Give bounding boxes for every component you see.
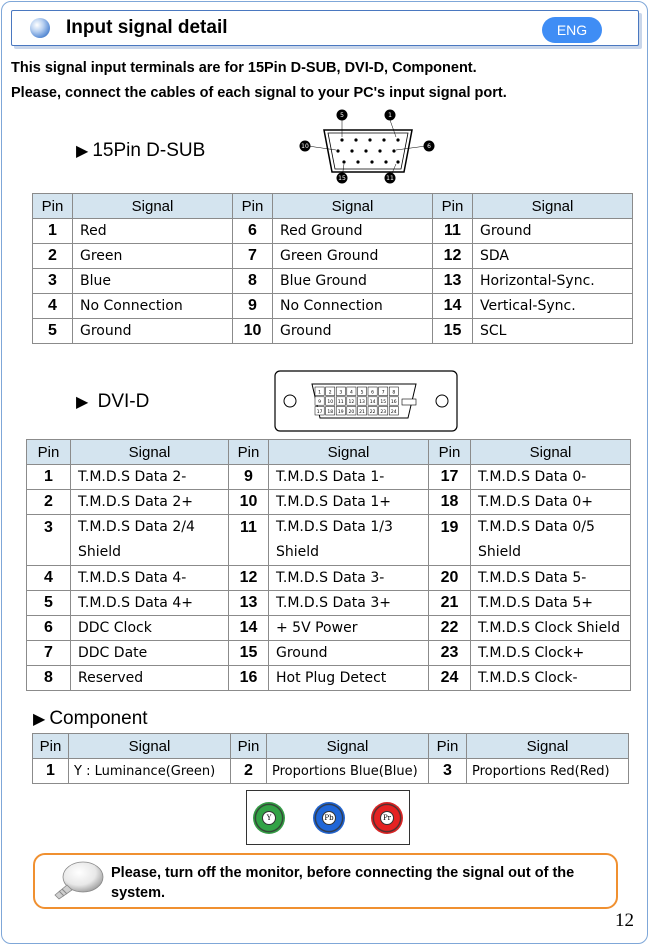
dvi-pin-number: 8 [392, 390, 396, 396]
signal-cell: T.M.D.S Data 3- [269, 566, 429, 591]
pin-number-cell: 15 [433, 319, 473, 344]
signal-cell: Green Ground [273, 244, 433, 269]
pin-header: Pin [433, 194, 473, 219]
signal-cell: T.M.D.S Clock+ [471, 641, 631, 666]
pin-header: Pin [33, 734, 69, 759]
pin-number-cell: 13 [229, 591, 269, 616]
y-jack-icon: Y [253, 802, 285, 834]
pin-number-cell: 21 [429, 591, 471, 616]
pin-number-cell: 4 [33, 294, 73, 319]
pin-number-cell: 12 [433, 244, 473, 269]
signal-cell: Green [73, 244, 233, 269]
signal-cell: Red [73, 219, 233, 244]
pin-number-cell: 4 [27, 566, 71, 591]
table-header-row [33, 734, 629, 759]
signal-cell: T.M.D.S Data 4+ [71, 591, 229, 616]
triangle-bullet-icon: ▶ [76, 143, 89, 160]
table-row [27, 641, 631, 666]
table-row [33, 294, 633, 319]
dsub-label-5: 5 [340, 112, 344, 119]
triangle-bullet-icon: ▶ [76, 394, 89, 411]
pin-number-cell: 7 [233, 244, 273, 269]
component-section-title: ▶ Component [33, 708, 148, 729]
signal-cell: T.M.D.S Data 3+ [269, 591, 429, 616]
signal-cell: T.M.D.S Data 1/3 Shield [269, 515, 429, 566]
signal-cell: Red Ground [273, 219, 433, 244]
dsub-pin-table [32, 193, 633, 344]
dsub-label-10: 10 [301, 143, 309, 150]
dvi-pin-table [26, 439, 631, 691]
pin-number-cell: 5 [33, 319, 73, 344]
signal-cell: T.M.D.S Data 1- [269, 465, 429, 490]
pin-number-cell: 6 [233, 219, 273, 244]
pin-number-cell: 6 [27, 616, 71, 641]
dvi-connector-diagram [274, 370, 458, 432]
table-header-row [33, 194, 633, 219]
pin-number-cell: 15 [229, 641, 269, 666]
component-jack-panel [246, 790, 410, 845]
pin-header: Pin [429, 734, 467, 759]
table-row [27, 515, 631, 566]
pin-number-cell: 13 [433, 269, 473, 294]
signal-cell: Proportions Blue(Blue) [267, 759, 429, 784]
pin-number-cell: 12 [229, 566, 269, 591]
signal-header: Signal [473, 194, 633, 219]
bullet-ball-icon [30, 18, 50, 38]
pin-header: Pin [231, 734, 267, 759]
table-row [27, 616, 631, 641]
dvi-pin-number: 7 [381, 390, 385, 396]
pin-number-cell: 1 [33, 759, 69, 784]
signal-header: Signal [69, 734, 231, 759]
pin-number-cell: 18 [429, 490, 471, 515]
signal-cell: T.M.D.S Data 2+ [71, 490, 229, 515]
table-row [27, 490, 631, 515]
pin-number-cell: 10 [229, 490, 269, 515]
pin-number-cell: 20 [429, 566, 471, 591]
table-row [33, 219, 633, 244]
warning-note [33, 853, 618, 909]
warning-note-text: Please, turn off the monitor, before connecting the signal out of the system. [111, 865, 575, 901]
dvi-pin-number: 22 [369, 409, 376, 415]
signal-cell: T.M.D.S Data 5+ [471, 591, 631, 616]
dvi-pin-number: 2 [328, 390, 332, 396]
signal-cell: T.M.D.S Data 0+ [471, 490, 631, 515]
pin-number-cell: 2 [33, 244, 73, 269]
dvi-pin-number: 18 [327, 409, 334, 415]
signal-header: Signal [73, 194, 233, 219]
pr-jack-icon: Pr [371, 802, 403, 834]
dsub-label-1: 1 [388, 112, 392, 119]
table-row [33, 244, 633, 269]
signal-cell: T.M.D.S Data 0- [471, 465, 631, 490]
signal-cell: Blue [73, 269, 233, 294]
pin-number-cell: 22 [429, 616, 471, 641]
table-row [27, 591, 631, 616]
signal-cell: Y : Luminance(Green) [69, 759, 231, 784]
signal-cell: Reserved [71, 666, 229, 691]
pin-number-cell: 9 [233, 294, 273, 319]
signal-cell: T.M.D.S Data 2/4 Shield [71, 515, 229, 566]
signal-header: Signal [273, 194, 433, 219]
signal-header: Signal [267, 734, 429, 759]
table-row [27, 566, 631, 591]
signal-cell: T.M.D.S Data 0/5 Shield [471, 515, 631, 566]
pin-number-cell: 8 [233, 269, 273, 294]
dsub-label-6: 6 [427, 143, 431, 150]
dvi-pin-number: 4 [349, 390, 353, 396]
dvi-pin-number: 19 [337, 409, 344, 415]
pin-number-cell: 1 [27, 465, 71, 490]
pin-header: Pin [233, 194, 273, 219]
dvi-pin-number: 3 [339, 390, 343, 396]
dsub-connector-diagram [298, 108, 436, 184]
dvi-pin-number: 14 [369, 400, 376, 406]
component-pin-table [32, 733, 629, 784]
pin-header: Pin [27, 440, 71, 465]
header-bar [11, 10, 639, 46]
pin-number-cell: 1 [33, 219, 73, 244]
table-row [27, 666, 631, 691]
pin-number-cell: 3 [429, 759, 467, 784]
signal-cell: T.M.D.S Clock Shield [471, 616, 631, 641]
pin-number-cell: 23 [429, 641, 471, 666]
dvi-pin-number: 13 [359, 400, 365, 406]
table-header-row [27, 440, 631, 465]
pin-header: Pin [33, 194, 73, 219]
dvi-pin-number: 15 [380, 400, 387, 406]
pin-number-cell: 11 [433, 219, 473, 244]
dvi-pin-number: 6 [371, 390, 375, 396]
signal-cell: Horizontal-Sync. [473, 269, 633, 294]
dvi-pin-number: 20 [348, 409, 355, 415]
signal-cell: No Connection [273, 294, 433, 319]
signal-cell: SDA [473, 244, 633, 269]
dvi-pin-number: 5 [360, 390, 364, 396]
pin-number-cell: 7 [27, 641, 71, 666]
table-row [27, 465, 631, 490]
intro-line-1: This signal input terminals are for 15Pin D-SUB, DVI-D, Component. [11, 60, 477, 76]
signal-cell: Hot Plug Detect [269, 666, 429, 691]
signal-cell: Vertical-Sync. [473, 294, 633, 319]
signal-cell: SCL [473, 319, 633, 344]
pin-number-cell: 9 [229, 465, 269, 490]
pin-number-cell: 24 [429, 666, 471, 691]
pin-number-cell: 14 [433, 294, 473, 319]
pin-number-cell: 16 [229, 666, 269, 691]
table-row [33, 759, 629, 784]
pin-number-cell: 14 [229, 616, 269, 641]
triangle-bullet-icon: ▶ [33, 711, 46, 728]
dvi-pin-number: 10 [327, 400, 334, 406]
pin-number-cell: 10 [233, 319, 273, 344]
signal-cell: + 5V Power [269, 616, 429, 641]
signal-cell: T.M.D.S Data 4- [71, 566, 229, 591]
pin-header: Pin [229, 440, 269, 465]
signal-cell: No Connection [73, 294, 233, 319]
pin-number-cell: 3 [33, 269, 73, 294]
signal-header: Signal [467, 734, 629, 759]
pin-number-cell: 11 [229, 515, 269, 566]
intro-line-2: Please, connect the cables of each signal to your PC's input signal port. [11, 85, 507, 101]
dvi-section-title: ▶ DVI-D [76, 391, 150, 412]
signal-cell: T.M.D.S Data 5- [471, 566, 631, 591]
page-title: Input signal detail [66, 17, 228, 38]
signal-header: Signal [471, 440, 631, 465]
pin-number-cell: 2 [231, 759, 267, 784]
pin-number-cell: 19 [429, 515, 471, 566]
pin-number-cell: 3 [27, 515, 71, 566]
dvi-pin-number: 9 [318, 400, 322, 406]
signal-cell: Proportions Red(Red) [467, 759, 629, 784]
pb-jack-icon: Pb [313, 802, 345, 834]
dsub-label-15: 15 [338, 175, 346, 182]
dvi-pin-number: 11 [337, 400, 344, 406]
language-badge: ENG [542, 17, 602, 43]
signal-cell: T.M.D.S Data 2- [71, 465, 229, 490]
dvi-pin-number: 24 [390, 409, 397, 415]
table-row [33, 319, 633, 344]
signal-header: Signal [269, 440, 429, 465]
signal-cell: Ground [273, 319, 433, 344]
dvi-pin-number: 12 [348, 400, 355, 406]
pin-header: Pin [429, 440, 471, 465]
signal-cell: Ground [269, 641, 429, 666]
signal-cell: Ground [73, 319, 233, 344]
signal-cell: Blue Ground [273, 269, 433, 294]
signal-cell: DDC Date [71, 641, 229, 666]
signal-header: Signal [71, 440, 229, 465]
signal-cell: T.M.D.S Data 1+ [269, 490, 429, 515]
dvi-pin-number: 17 [316, 409, 323, 415]
signal-cell: Ground [473, 219, 633, 244]
pin-number-cell: 17 [429, 465, 471, 490]
dvi-pin-number: 21 [359, 409, 365, 415]
signal-cell: T.M.D.S Clock- [471, 666, 631, 691]
table-row [33, 269, 633, 294]
pin-number-cell: 5 [27, 591, 71, 616]
pin-number-cell: 8 [27, 666, 71, 691]
dsub-label-11: 11 [386, 175, 394, 182]
dsub-section-title: ▶ 15Pin D-SUB [76, 140, 206, 161]
signal-cell: DDC Clock [71, 616, 229, 641]
pin-number-cell: 2 [27, 490, 71, 515]
page-number: 12 [615, 910, 634, 931]
dvi-pin-number: 16 [390, 400, 397, 406]
dvi-pin-number: 23 [380, 409, 387, 415]
lightbulb-icon [47, 859, 107, 905]
dvi-pin-number: 1 [318, 390, 322, 396]
